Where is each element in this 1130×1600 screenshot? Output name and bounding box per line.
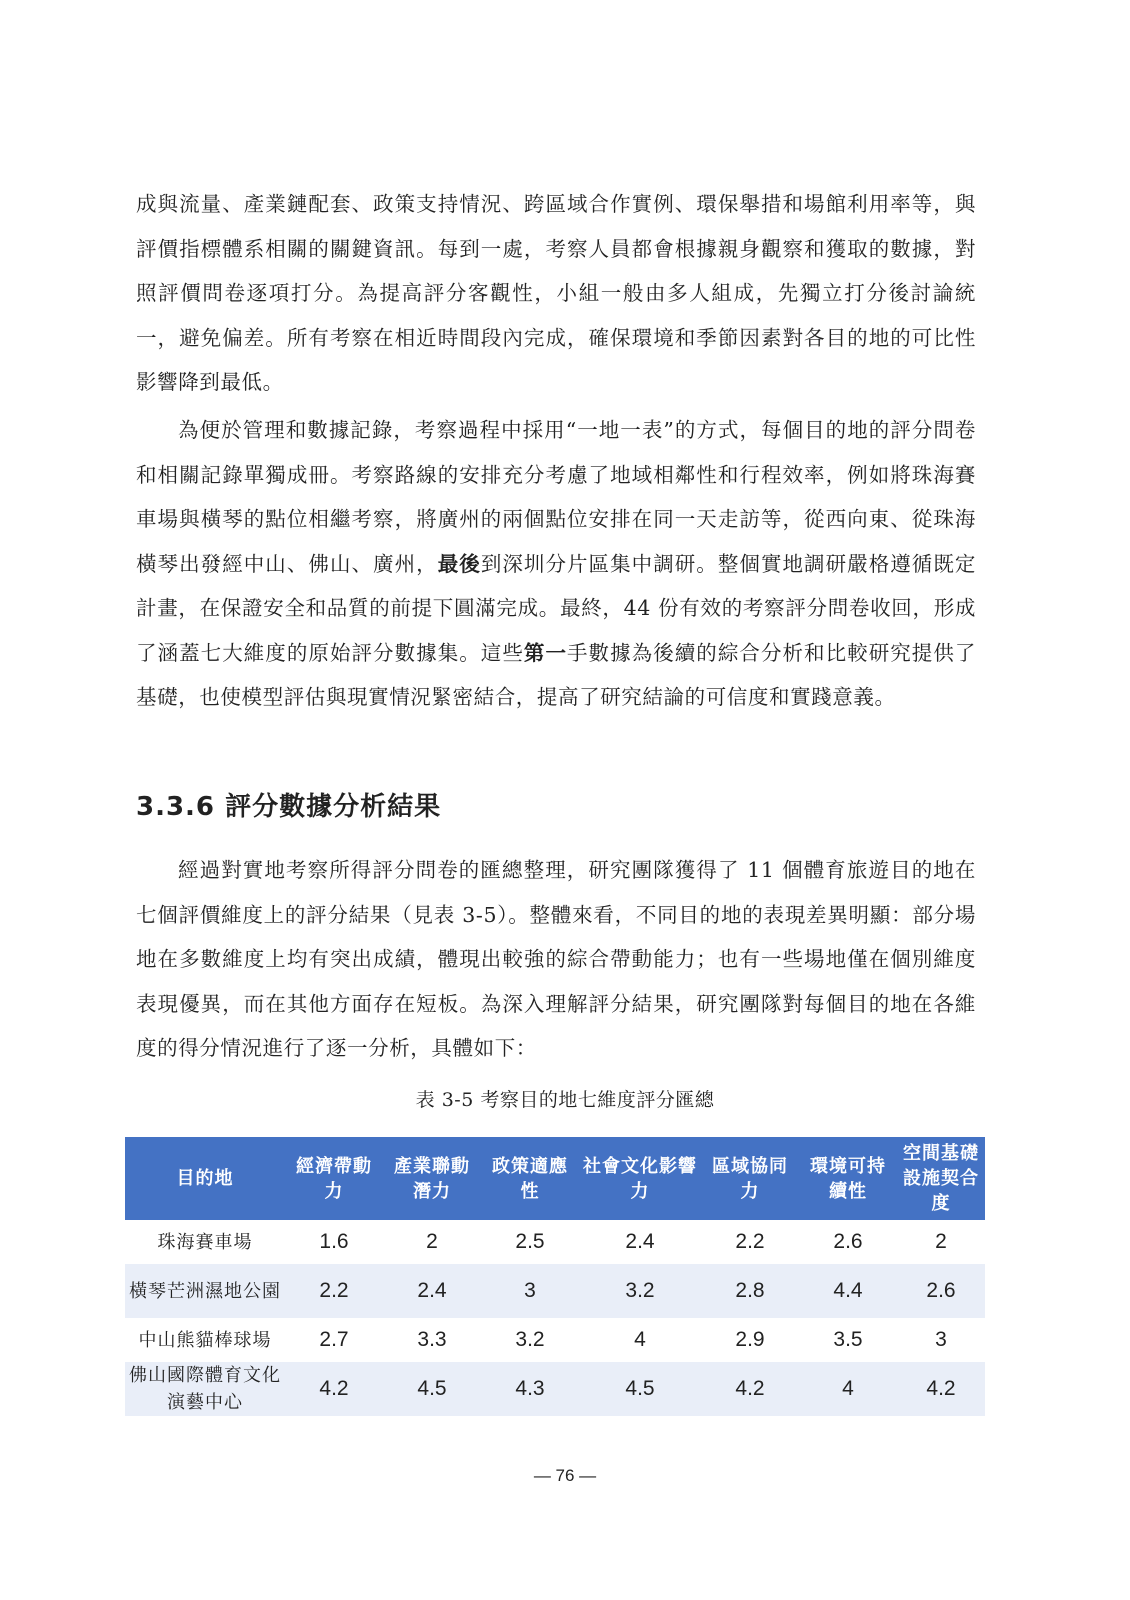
table-caption: 表 3-5 考察目的地七維度評分匯總 (415, 1089, 715, 1111)
score-cell: 2.6 (799, 1220, 897, 1264)
score-cell: 2.2 (701, 1220, 799, 1264)
score-cell: 2 (897, 1220, 985, 1264)
table-header-row (125, 1137, 985, 1220)
score-cell: 4 (579, 1318, 701, 1362)
table-row (125, 1318, 985, 1362)
score-cell: 3 (897, 1318, 985, 1362)
bold-text-run: 最後 (437, 551, 481, 576)
score-cell: 2.6 (897, 1264, 985, 1318)
score-cell: 3.3 (383, 1318, 481, 1362)
table-row (125, 1220, 985, 1264)
column-header: 社會文化影響力 (579, 1137, 701, 1220)
score-cell: 3.2 (481, 1318, 579, 1362)
page-number: — 76 — (533, 1466, 597, 1485)
text-run: 手數據為後續的綜合分析和比較研究提供了基礎，也使模型評估與現實情況緊密結合，提高了研究結論的可信度和實踐意義。 (136, 640, 976, 709)
column-header: 產業聯動潛力 (383, 1137, 481, 1220)
score-cell: 1.6 (285, 1220, 383, 1264)
score-cell: 2.7 (285, 1318, 383, 1362)
score-table (125, 1137, 985, 1416)
score-cell: 3.5 (799, 1318, 897, 1362)
score-cell: 3 (481, 1264, 579, 1318)
table-row (125, 1264, 985, 1318)
score-cell: 4.5 (383, 1362, 481, 1416)
score-cell: 3.2 (579, 1264, 701, 1318)
score-cell: 4 (799, 1362, 897, 1416)
score-cell: 2.9 (701, 1318, 799, 1362)
destination-name: 佛山國際體育文化演藝中心 (125, 1362, 285, 1416)
destination-name: 中山熊貓棒球場 (125, 1318, 285, 1362)
score-cell: 4.4 (799, 1264, 897, 1318)
column-header: 區域協同力 (701, 1137, 799, 1220)
score-cell: 2.2 (285, 1264, 383, 1318)
column-header: 經濟帶動力 (285, 1137, 383, 1220)
table-row (125, 1362, 985, 1416)
section-heading: 3.3.6 評分數據分析結果 (136, 792, 442, 822)
destination-name: 珠海賽車場 (125, 1220, 285, 1264)
text-run: 為便於管理和數據記錄，考察過程中採用“一地一表”的方式，每個目的地的評分問卷和相關記錄單獨成冊。考察路線的安排充分考慮了地域相鄰性和行程效率，例如將珠海賽車場與橫琴的點位相繼考察，將廣州的兩個點位安排在同一天走訪等，從西向東、從珠海橫琴出發經中山、佛山、廣州， (136, 418, 976, 576)
score-cell: 2.5 (481, 1220, 579, 1264)
column-header: 空間基礎設施契合度 (897, 1137, 985, 1220)
score-cell: 2.8 (701, 1264, 799, 1318)
score-cell: 4.3 (481, 1362, 579, 1416)
score-cell: 4.2 (701, 1362, 799, 1416)
column-header: 環境可持續性 (799, 1137, 897, 1220)
paragraph-data-recording (136, 408, 976, 720)
destination-name: 橫琴芒洲濕地公園 (125, 1264, 285, 1318)
score-cell: 2.4 (383, 1264, 481, 1318)
score-cell: 4.5 (579, 1362, 701, 1416)
paragraph-results-intro: 經過對實地考察所得評分問卷的匯總整理，研究團隊獲得了 11 個體育旅遊目的地在七個評價維度上的評分結果（見表 3-5）。整體來看，不同目的地的表現差異明顯：部分場地在多數維度上均有突出成績，體現出較強的綜合帶動能力；也有一些場地僅在個別維度表現優異，而在其他方面存在短板。為深入理解評分結果，研究團隊對每個目的地在各維度的得分情況進行了逐一分析，具體如下： (136, 858, 976, 1060)
paragraph-survey-method: 成與流量、產業鏈配套、政策支持情況、跨區域合作實例、環保舉措和場館利用率等，與評價指標體系相關的關鍵資訊。每到一處，考察人員都會根據親身觀察和獲取的數據，對照評價問卷逐項打分。為提高評分客觀性，小組一般由多人組成，先獨立打分後討論統一，避免偏差。所有考察在相近時間段內完成，確保環境和季節因素對各目的地的可比性影響降到最低。 (136, 192, 976, 394)
text-run: 到深圳分片區集中調研。整個實地調研嚴格遵循既定計畫，在保證安全和品質的前提下圓滿完成。最終，44 份有效的考察評分問卷收回，形成了涵蓋七大維度的原始評分數據集。這些 (136, 551, 976, 665)
score-cell: 2 (383, 1220, 481, 1264)
score-cell: 4.2 (897, 1362, 985, 1416)
bold-text-run: 第一 (523, 640, 567, 665)
column-header: 目的地 (125, 1137, 285, 1220)
score-cell: 4.2 (285, 1362, 383, 1416)
column-header: 政策適應性 (481, 1137, 579, 1220)
score-cell: 2.4 (579, 1220, 701, 1264)
